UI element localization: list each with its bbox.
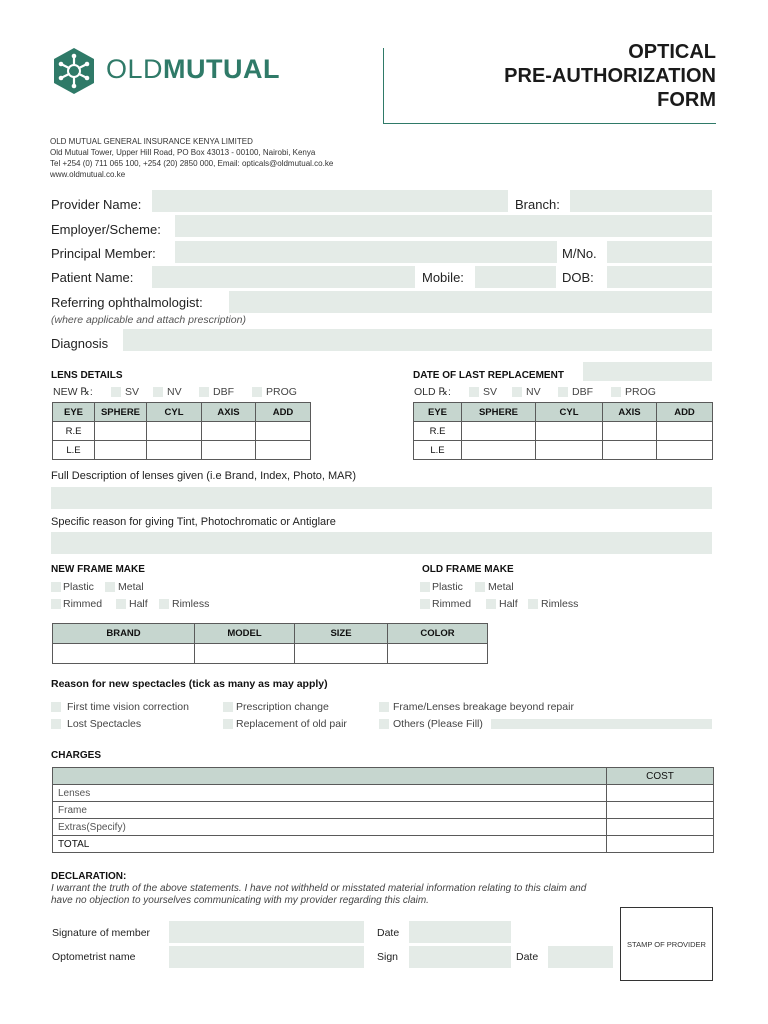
patient-name-field[interactable] <box>152 266 415 288</box>
new-rx-sv-label: SV <box>125 386 140 398</box>
old-re-axis-cell[interactable] <box>603 422 657 441</box>
date-last-replacement-label: DATE OF LAST REPLACEMENT <box>413 370 564 381</box>
signature-member-label: Signature of member <box>52 927 151 939</box>
charges-row-extras: Extras(Specify) <box>53 819 607 836</box>
new-re-sphere-cell[interactable] <box>95 422 147 441</box>
branch-field[interactable] <box>570 190 712 212</box>
old-mutual-emblem-icon <box>50 47 98 95</box>
member-number-label: M/No. <box>562 246 597 261</box>
company-contact: Tel +254 (0) 711 065 100, +254 (20) 2850 000, Email: opticals@oldmutual.co.ke <box>50 159 334 168</box>
reason-others-field[interactable] <box>491 719 712 729</box>
referring-field[interactable] <box>229 291 712 313</box>
declaration-title: DECLARATION: <box>51 871 127 882</box>
reasons-title: Reason for new spectacles (tick as many as may apply) <box>51 678 328 690</box>
new-rx-label <box>53 386 93 398</box>
old-re-cyl-cell[interactable] <box>536 422 603 441</box>
charges-extras-cost[interactable] <box>607 819 714 836</box>
old-frame-plastic-label: Plastic <box>432 581 463 593</box>
old-frame-plastic-checkbox[interactable] <box>420 582 430 592</box>
old-rx-col-add: ADD <box>657 403 713 422</box>
charges-lenses-cost[interactable] <box>607 785 714 802</box>
charges-header-item <box>53 768 607 785</box>
charges-header-cost: COST <box>607 768 714 785</box>
header-rule <box>383 123 716 124</box>
old-frame-metal-checkbox[interactable] <box>475 582 485 592</box>
title-line1: OPTICAL <box>628 41 716 63</box>
charges-title: CHARGES <box>51 750 102 761</box>
employer-label: Employer/Scheme: <box>51 222 161 237</box>
mobile-field[interactable] <box>475 266 556 288</box>
frame-table <box>52 623 488 664</box>
old-rx-col-sphere: SPHERE <box>462 403 536 422</box>
new-frame-half-checkbox[interactable] <box>116 599 126 609</box>
old-le-axis-cell[interactable] <box>603 441 657 460</box>
brand-name-bold: MUTUAL <box>163 54 281 84</box>
new-le-axis-cell[interactable] <box>202 441 256 460</box>
reason-first-time-checkbox[interactable] <box>51 702 61 712</box>
new-frame-rimless-checkbox[interactable] <box>159 599 169 609</box>
new-re-add-cell[interactable] <box>256 422 311 441</box>
old-rx-dbf-label: DBF <box>572 386 593 398</box>
new-frame-rimmed-label: Rimmed <box>63 598 103 610</box>
old-frame-rimmed-label: Rimmed <box>432 598 472 610</box>
dob-field[interactable] <box>607 266 712 288</box>
reason-others-checkbox[interactable] <box>379 719 389 729</box>
employer-field[interactable] <box>175 215 712 237</box>
old-rx-row-re: R.E <box>414 422 462 441</box>
frame-size-cell[interactable] <box>295 644 388 664</box>
signature-member-field[interactable] <box>169 921 364 943</box>
frame-brand-cell[interactable] <box>53 644 195 664</box>
new-le-cyl-cell[interactable] <box>147 441 202 460</box>
patient-name-label: Patient Name: <box>51 270 134 285</box>
new-rx-col-sphere: SPHERE <box>95 403 147 422</box>
frame-model-cell[interactable] <box>195 644 295 664</box>
new-rx-dbf-checkbox[interactable] <box>199 387 209 397</box>
declaration-line1: I warrant the truth of the above statements. I have not withheld or misstated material information relating to this claim and <box>51 883 587 894</box>
optometrist-date-field[interactable] <box>548 946 613 968</box>
title-line2: PRE-AUTHORIZATION <box>504 65 716 87</box>
brand-name-light: OLD <box>106 54 164 84</box>
reason-lost-label: Lost Spectacles <box>67 718 142 730</box>
frame-color-cell[interactable] <box>388 644 488 664</box>
frame-col-size: SIZE <box>295 624 388 644</box>
charges-table <box>52 767 714 853</box>
old-re-sphere-cell[interactable] <box>462 422 536 441</box>
old-rx-row-le: L.E <box>414 441 462 460</box>
charges-row-lenses: Lenses <box>53 785 607 802</box>
new-rx-prog-label: PROG <box>266 386 297 398</box>
old-rx-nv-checkbox[interactable] <box>512 387 522 397</box>
reason-lost-checkbox[interactable] <box>51 719 61 729</box>
new-rx-symbol: ℞ <box>80 386 90 398</box>
principal-member-label: Principal Member: <box>51 246 156 261</box>
referring-label: Referring ophthalmologist: <box>51 295 203 310</box>
reason-replacement-checkbox[interactable] <box>223 719 233 729</box>
old-frame-rimmed-checkbox[interactable] <box>420 599 430 609</box>
frame-col-model: MODEL <box>195 624 295 644</box>
new-rx-col-axis: AXIS <box>202 403 256 422</box>
reason-breakage-label: Frame/Lenses breakage beyond repair <box>393 701 574 713</box>
new-rx-nv-label: NV <box>167 386 182 398</box>
header-divider <box>383 48 384 124</box>
charges-total-cost[interactable] <box>607 836 714 853</box>
old-rx-sv-checkbox[interactable] <box>469 387 479 397</box>
old-rx-col-axis: AXIS <box>603 403 657 422</box>
old-rx-nv-label: NV <box>526 386 541 398</box>
reason-replacement-label: Replacement of old pair <box>236 718 347 730</box>
dob-label: DOB: <box>562 270 594 285</box>
brand-wordmark <box>106 54 280 85</box>
full-description-field[interactable] <box>51 487 712 509</box>
old-frame-half-checkbox[interactable] <box>486 599 496 609</box>
old-rx-sv-label: SV <box>483 386 498 398</box>
new-re-axis-cell[interactable] <box>202 422 256 441</box>
full-description-label: Full Description of lenses given (i.e Brand, Index, Photo, MAR) <box>51 470 357 482</box>
reason-breakage-checkbox[interactable] <box>379 702 389 712</box>
frame-col-color: COLOR <box>388 624 488 644</box>
new-frame-plastic-label: Plastic <box>63 581 94 593</box>
reason-others-label: Others (Please Fill) <box>393 718 483 730</box>
charges-frame-cost[interactable] <box>607 802 714 819</box>
lens-details-title: LENS DETAILS <box>51 370 123 381</box>
old-rx-prog-checkbox[interactable] <box>611 387 621 397</box>
company-name: OLD MUTUAL GENERAL INSURANCE KENYA LIMITED <box>50 137 253 146</box>
optometrist-name-label: Optometrist name <box>52 951 136 963</box>
branch-label: Branch: <box>515 197 560 212</box>
declaration-line2: have no objection to yourselves communicating with my provider regarding this claim. <box>51 895 429 906</box>
page-title <box>504 40 716 112</box>
title-line3: FORM <box>657 89 716 111</box>
old-rx-symbol: ℞ <box>438 386 448 398</box>
optometrist-name-field[interactable] <box>169 946 364 968</box>
provider-stamp-box[interactable] <box>620 907 713 981</box>
new-rx-col-eye: EYE <box>53 403 95 422</box>
company-address: Old Mutual Tower, Upper Hill Road, PO Box 43013 - 00100, Nairobi, Kenya <box>50 148 316 157</box>
charges-row-frame: Frame <box>53 802 607 819</box>
referring-note: (where applicable and attach prescription) <box>51 314 246 326</box>
specific-reason-field[interactable] <box>51 532 712 554</box>
optometrist-sign-field[interactable] <box>409 946 511 968</box>
charges-row-total: TOTAL <box>53 836 607 853</box>
old-rx-colon: : <box>447 386 451 398</box>
new-frame-rimmed-checkbox[interactable] <box>51 599 61 609</box>
old-rx-word: OLD <box>414 386 436 398</box>
new-rx-col-cyl: CYL <box>147 403 202 422</box>
new-frame-plastic-checkbox[interactable] <box>51 582 61 592</box>
reason-prescription-checkbox[interactable] <box>223 702 233 712</box>
frame-col-brand: BRAND <box>53 624 195 644</box>
new-rx-prog-checkbox[interactable] <box>252 387 262 397</box>
new-rx-sv-checkbox[interactable] <box>111 387 121 397</box>
old-le-sphere-cell[interactable] <box>462 441 536 460</box>
company-website: www.oldmutual.co.ke <box>50 170 126 179</box>
principal-member-field[interactable] <box>175 241 557 263</box>
optometrist-sign-label: Sign <box>377 951 399 963</box>
old-re-add-cell[interactable] <box>657 422 713 441</box>
old-frame-rimless-checkbox[interactable] <box>528 599 538 609</box>
new-le-add-cell[interactable] <box>256 441 311 460</box>
old-frame-half-label: Half <box>499 598 518 610</box>
diagnosis-label: Diagnosis <box>51 336 109 351</box>
old-rx-col-eye: EYE <box>414 403 462 422</box>
old-rx-prog-label: PROG <box>625 386 656 398</box>
old-le-cyl-cell[interactable] <box>536 441 603 460</box>
member-number-field[interactable] <box>607 241 712 263</box>
new-rx-nv-checkbox[interactable] <box>153 387 163 397</box>
provider-stamp-label: STAMP OF PROVIDER <box>627 939 706 949</box>
diagnosis-field[interactable] <box>123 329 712 351</box>
optometrist-date-label: Date <box>516 951 539 963</box>
new-le-sphere-cell[interactable] <box>95 441 147 460</box>
member-date-label: Date <box>377 927 400 939</box>
reason-first-time-label: First time vision correction <box>67 701 189 713</box>
new-rx-row-re: R.E <box>53 422 95 441</box>
member-date-field[interactable] <box>409 921 511 943</box>
old-le-add-cell[interactable] <box>657 441 713 460</box>
new-frame-title: NEW FRAME MAKE <box>51 564 145 575</box>
old-rx-col-cyl: CYL <box>536 403 603 422</box>
new-frame-half-label: Half <box>129 598 148 610</box>
brand-logo <box>50 47 98 95</box>
old-frame-title: OLD FRAME MAKE <box>422 564 514 575</box>
new-rx-colon: : <box>89 386 93 398</box>
provider-name-label: Provider Name: <box>51 197 142 212</box>
old-frame-rimless-label: Rimless <box>541 598 579 610</box>
mobile-label: Mobile: <box>422 270 464 285</box>
new-frame-metal-label: Metal <box>118 581 144 593</box>
provider-name-field[interactable] <box>152 190 508 212</box>
new-rx-word: NEW <box>53 386 78 398</box>
new-frame-rimless-label: Rimless <box>172 598 210 610</box>
old-rx-label <box>414 386 451 398</box>
new-re-cyl-cell[interactable] <box>147 422 202 441</box>
old-rx-table <box>413 402 713 460</box>
new-rx-row-le: L.E <box>53 441 95 460</box>
specific-reason-label: Specific reason for giving Tint, Photochromatic or Antiglare <box>51 516 336 528</box>
old-rx-dbf-checkbox[interactable] <box>558 387 568 397</box>
new-rx-dbf-label: DBF <box>213 386 234 398</box>
date-last-replacement-field[interactable] <box>583 362 712 381</box>
old-frame-metal-label: Metal <box>488 581 514 593</box>
new-frame-metal-checkbox[interactable] <box>105 582 115 592</box>
new-rx-col-add: ADD <box>256 403 311 422</box>
new-rx-table <box>52 402 311 460</box>
reason-prescription-label: Prescription change <box>236 701 329 713</box>
